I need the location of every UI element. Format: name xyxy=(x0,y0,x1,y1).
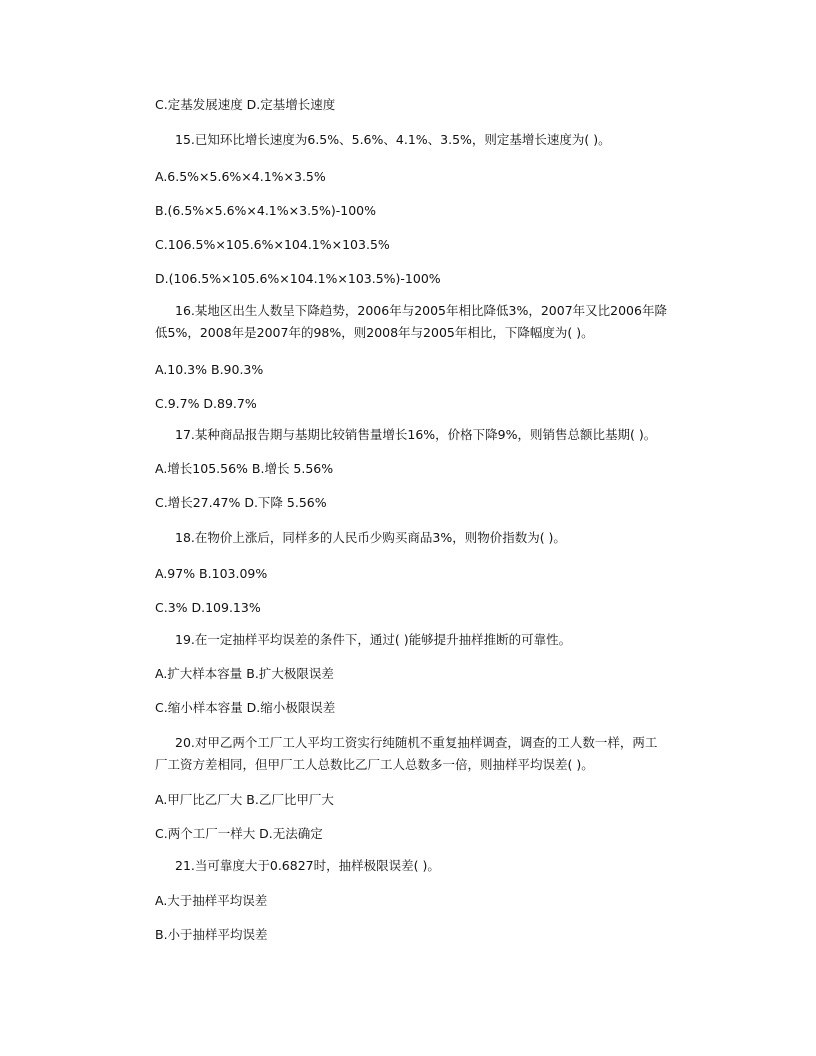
option-line-17-ab: A.增长105.56% B.增长 5.56% xyxy=(155,461,334,476)
option-line-19-ab: A.扩大样本容量 B.扩大极限误差 xyxy=(155,666,334,681)
option-line-14-cd: C.定基发展速度 D.定基增长速度 xyxy=(155,97,336,112)
question-15: 15.已知环比增长速度为6.5%、5.6%、4.1%、3.5%，则定基增长速度为( )。 xyxy=(175,132,611,147)
question-16-line-1: 16.某地区出生人数呈下降趋势，2006年与2005年相比降低3%，2007年又比2006年降 xyxy=(175,303,667,318)
question-18: 18.在物价上涨后，同样多的人民币少购买商品3%，则物价指数为( )。 xyxy=(175,530,566,545)
option-line-21-a: A.大于抽样平均误差 xyxy=(155,893,268,908)
option-line-16-ab: A.10.3% B.90.3% xyxy=(155,362,264,377)
option-line-18-ab: A.97% B.103.09% xyxy=(155,566,268,581)
option-line-17-cd: C.增长27.47% D.下降 5.56% xyxy=(155,495,327,510)
option-line-20-cd: C.两个工厂一样大 D.无法确定 xyxy=(155,826,323,841)
question-21: 21.当可靠度大于0.6827时，抽样极限误差( )。 xyxy=(175,858,440,873)
option-line-21-b: B.小于抽样平均误差 xyxy=(155,927,268,942)
option-line-15-c: C.106.5%×105.6%×104.1%×103.5% xyxy=(155,237,390,252)
option-line-20-ab: A.甲厂比乙厂大 B.乙厂比甲厂大 xyxy=(155,792,334,807)
option-line-16-cd: C.9.7% D.89.7% xyxy=(155,396,257,411)
option-line-15-d: D.(106.5%×105.6%×104.1%×103.5%)-100% xyxy=(155,271,441,286)
question-19: 19.在一定抽样平均误差的条件下，通过( )能够提升抽样推断的可靠性。 xyxy=(175,632,572,647)
question-20-line-2: 厂工资方差相同，但甲厂工人总数比乙厂工人总数多一倍，则抽样平均误差( )。 xyxy=(155,757,594,772)
question-20-line-1: 20.对甲乙两个工厂工人平均工资实行纯随机不重复抽样调查，调查的工人数一样，两工 xyxy=(175,735,658,750)
question-17: 17.某种商品报告期与基期比较销售量增长16%，价格下降9%，则销售总额比基期( )。 xyxy=(175,427,657,442)
option-line-15-a: A.6.5%×5.6%×4.1%×3.5% xyxy=(155,169,326,184)
option-line-19-cd: C.缩小样本容量 D.缩小极限误差 xyxy=(155,700,336,715)
option-line-15-b: B.(6.5%×5.6%×4.1%×3.5%)-100% xyxy=(155,203,376,218)
option-line-18-cd: C.3% D.109.13% xyxy=(155,600,261,615)
question-16-line-2: 低5%，2008年是2007年的98%，则2008年与2005年相比，下降幅度为( )。 xyxy=(155,325,594,340)
